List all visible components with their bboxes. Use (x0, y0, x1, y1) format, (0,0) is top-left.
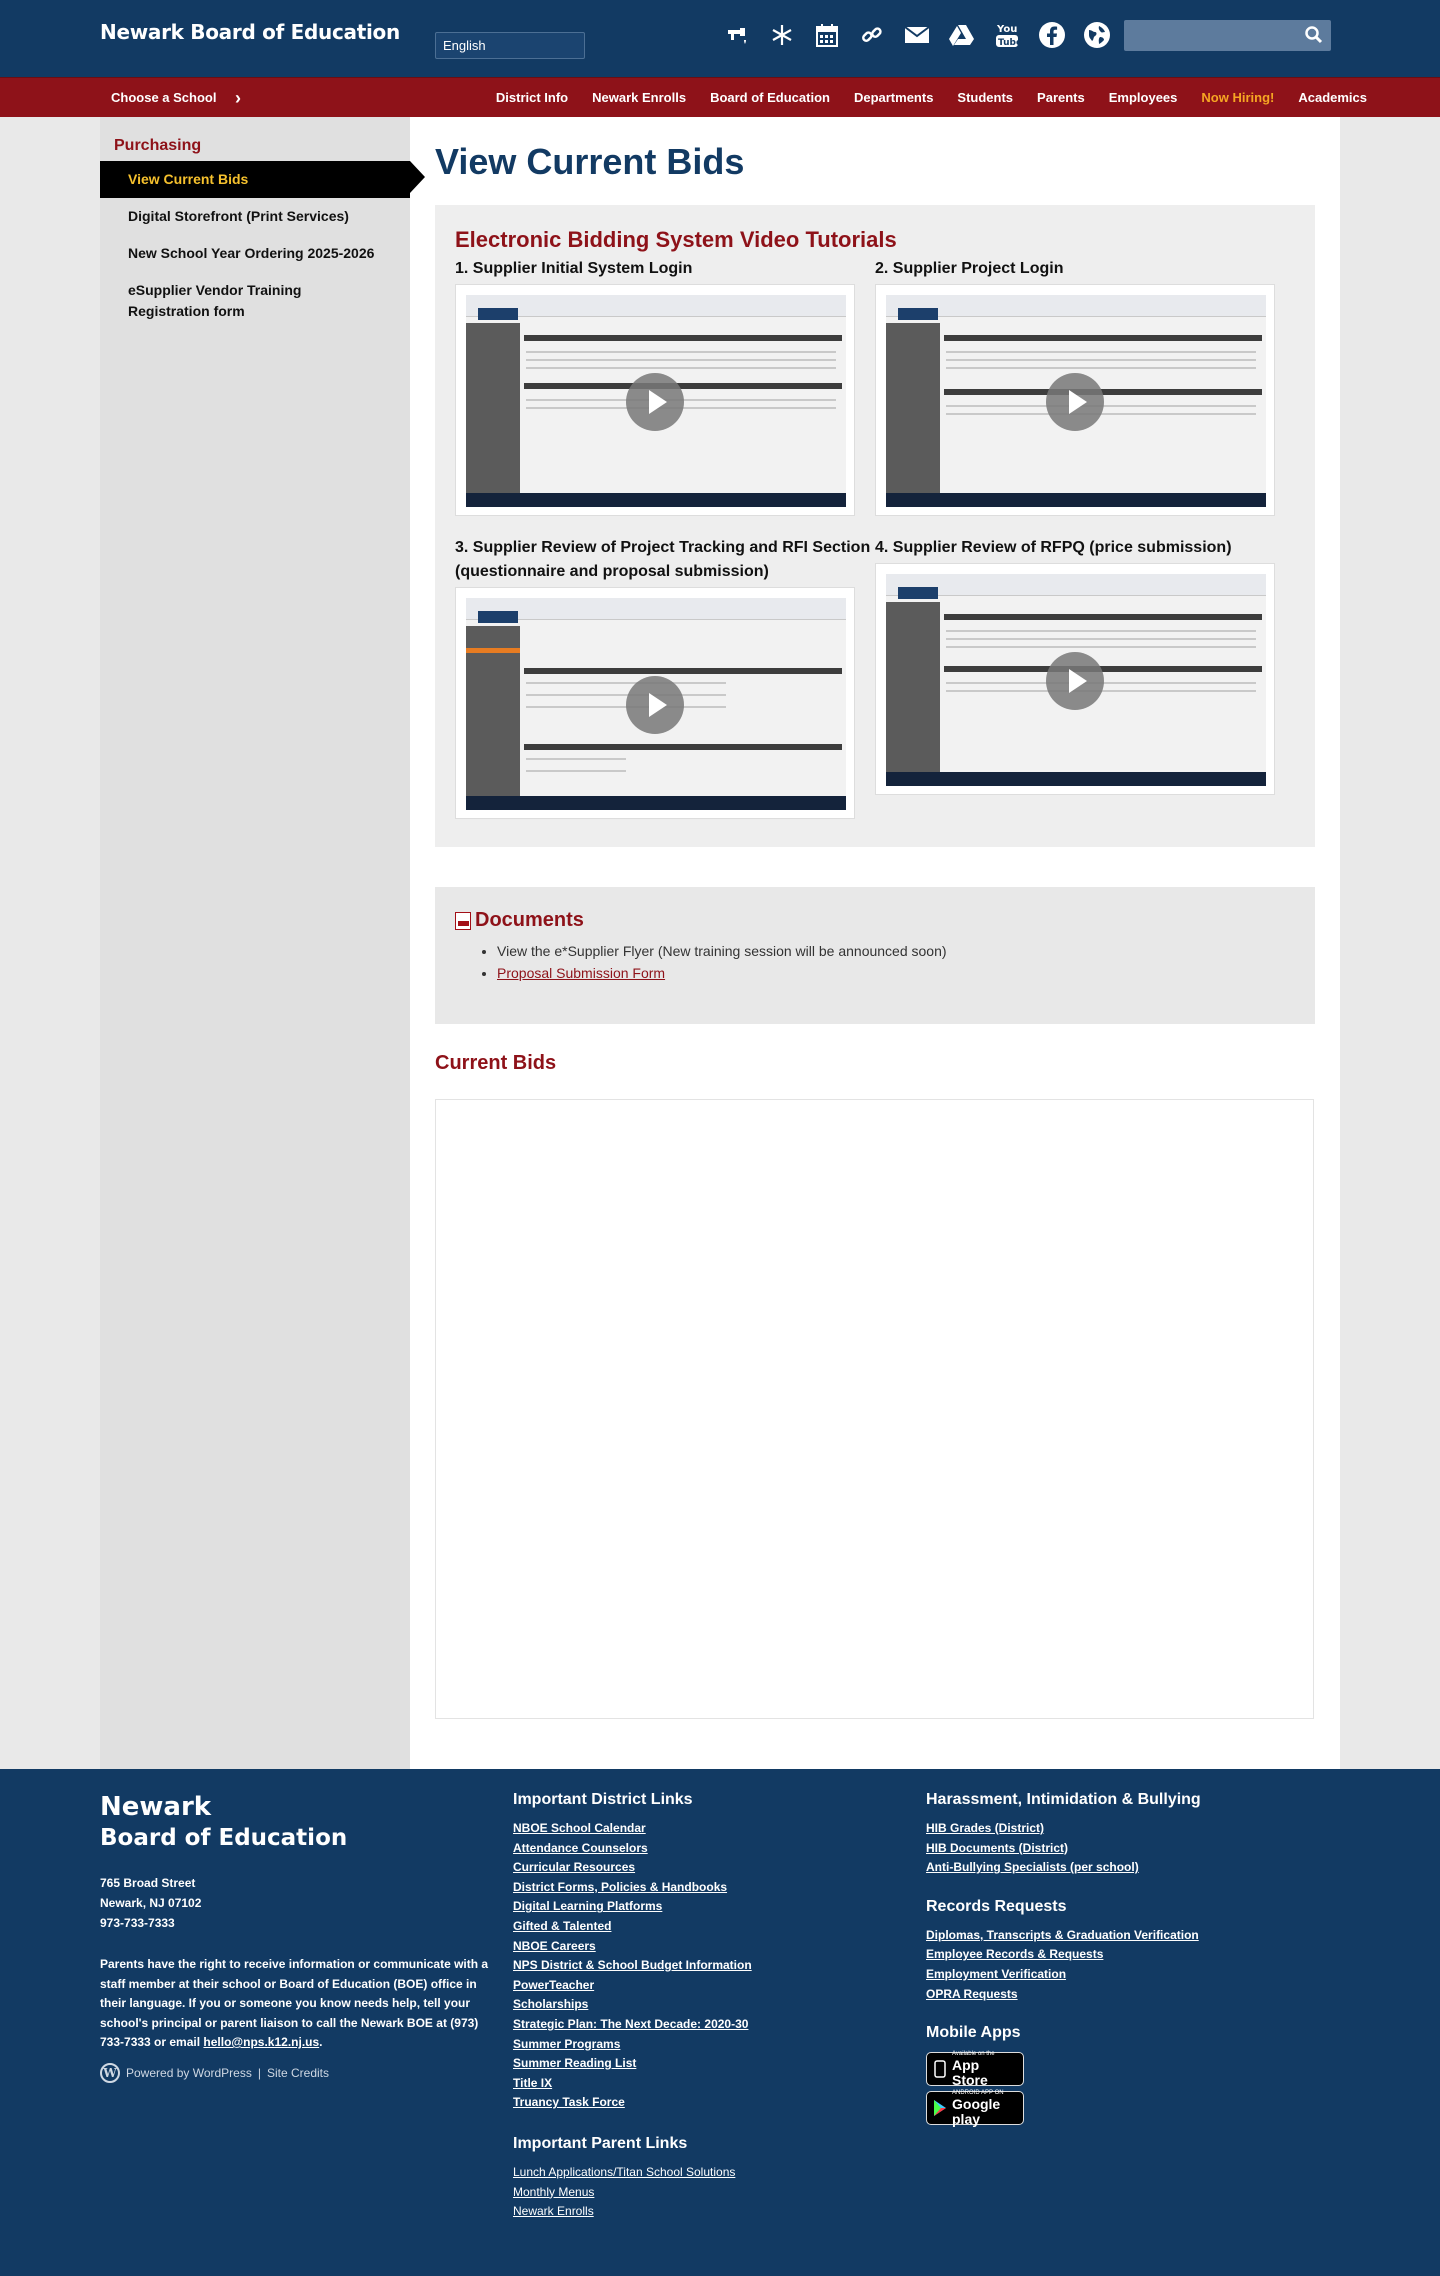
water-fountain-icon[interactable] (722, 18, 752, 52)
parent-links-title: Important Parent Links (513, 2134, 688, 2152)
play-icon[interactable] (626, 676, 684, 734)
hib-title: Harassment, Intimidation & Bullying (926, 1791, 1201, 1808)
video-grid (455, 257, 1295, 819)
footer-other-links (926, 1791, 1326, 2130)
video-item (875, 536, 1295, 819)
video-title: 2. Supplier Project Login (875, 260, 1064, 277)
apple-icon (933, 2060, 947, 2078)
nav-parents[interactable]: Parents (1037, 90, 1085, 105)
sidebar-title[interactable]: Purchasing (114, 137, 202, 154)
district-links-list (513, 1819, 893, 2113)
video-title: 3. Supplier Review of Project Tracking and RFI Section (questionnaire and proposal submission) (455, 539, 871, 580)
footer-link[interactable]: Newark Enrolls (513, 2204, 594, 2219)
video-item (875, 257, 1295, 516)
footer-link[interactable]: NBOE Careers (513, 1938, 596, 1953)
footer-link[interactable]: Title IX (513, 2075, 553, 2090)
mobile-apps-title: Mobile Apps (926, 2024, 1021, 2042)
nav-newark-enrolls[interactable]: Newark Enrolls (592, 90, 687, 105)
footer-link[interactable]: Attendance Counselors (513, 1840, 648, 1855)
hib-links-list (926, 1819, 1326, 1878)
app-store-badge[interactable] (926, 2052, 1024, 2086)
app-store-large: App Store (952, 2056, 988, 2088)
footer-link[interactable]: District Forms, Policies & Handbooks (513, 1879, 728, 1894)
wordpress-icon: W (100, 2063, 120, 2083)
nav-now-hiring[interactable]: Now Hiring! (1201, 90, 1275, 105)
footer-address1: 765 Broad Street (100, 1876, 196, 1890)
video-player[interactable] (455, 284, 855, 516)
current-bids-title: Current Bids (435, 1052, 557, 1074)
top-header (0, 0, 1440, 77)
page-body (100, 117, 1340, 1769)
svg-text:Tube: Tube (998, 38, 1023, 48)
video-item (455, 257, 875, 516)
nav-students[interactable]: Students (957, 90, 1014, 105)
video-thumbnail (466, 598, 846, 810)
sidebar-item-digital-storefront[interactable]: Digital Storefront (Print Services) (128, 208, 349, 224)
link-icon[interactable] (857, 18, 887, 52)
footer-link[interactable]: Gifted & Talented (513, 1918, 612, 1933)
footer-language-note: Parents have the right to receive information or communicate with a staff member at their school or Board of Education (BOE) office in their language. If you or someone you know needs help, tell your school's principal or parent liaison to call the Newark BOE at (973) 733-7333 or email hello@nps.k12.nj.us. (100, 1957, 489, 2049)
footer-link[interactable]: NBOE School Calendar (513, 1821, 646, 1835)
video-thumbnail (886, 574, 1266, 786)
footer-link[interactable]: Employee Records & Requests (926, 1947, 1104, 1962)
records-links-list (926, 1926, 1326, 2004)
nav-district-info[interactable]: District Info (495, 90, 569, 105)
header-icon-bar (722, 18, 1112, 52)
main-nav (0, 77, 1440, 117)
footer-link[interactable]: Monthly Menus (513, 2184, 595, 2199)
documents-panel (435, 887, 1315, 1024)
calendar-icon[interactable] (812, 18, 842, 52)
video-thumbnail (466, 295, 846, 507)
nav-employees[interactable]: Employees (1108, 90, 1178, 105)
google-play-badge[interactable] (926, 2091, 1024, 2125)
footer-link[interactable]: Scholarships (513, 1997, 589, 2012)
footer-link[interactable]: NPS District & School Budget Information (513, 1958, 752, 1973)
footer-email-link[interactable]: hello@nps.k12.nj.us (203, 2035, 320, 2049)
video-player[interactable] (875, 563, 1275, 795)
list-item (497, 962, 1295, 984)
footer-phone: 973-733-7333 (100, 1916, 175, 1930)
google-play-icon (933, 2099, 947, 2117)
footer-link[interactable]: OPRA Requests (926, 1986, 1018, 2001)
footer (0, 1769, 1440, 2276)
footer-link[interactable]: Anti-Bullying Specialists (per school) (926, 1860, 1139, 1875)
footer-link[interactable]: Summer Reading List (513, 2056, 637, 2071)
video-thumbnail (886, 295, 1266, 507)
current-bids-embed[interactable] (435, 1099, 1314, 1719)
google-drive-icon[interactable] (947, 18, 977, 52)
play-icon[interactable] (626, 373, 684, 431)
footer-brand-line1: Newark (100, 1792, 212, 1822)
app-store-small: Available on the (952, 2050, 995, 2057)
page-title: View Current Bids (435, 141, 745, 182)
footer-link[interactable]: Summer Programs (513, 2036, 621, 2051)
nav-board-of-education[interactable]: Board of Education (710, 90, 830, 105)
footer-link[interactable]: HIB Grades (District) (926, 1821, 1045, 1835)
site-brand[interactable]: Newark Board of Education (100, 20, 400, 44)
sidebar-item-esupplier-training[interactable]: eSupplier Vendor Training Registration form (128, 282, 302, 319)
site-credits-link[interactable]: Site Credits (266, 2065, 329, 2080)
nav-academics[interactable]: Academics (1298, 90, 1367, 105)
language-select[interactable]: English (435, 32, 585, 59)
footer-link[interactable]: Diplomas, Transcripts & Graduation Verification (926, 1927, 1199, 1942)
sidebar-item-new-school-year-ordering[interactable]: New School Year Ordering 2025-2026 (128, 245, 375, 261)
footer-link[interactable]: Curricular Resources (513, 1860, 636, 1875)
proposal-submission-link[interactable]: Proposal Submission Form (497, 965, 666, 981)
video-player[interactable] (875, 284, 1275, 516)
district-links-title: Important District Links (513, 1791, 693, 1808)
search-icon[interactable] (1304, 25, 1324, 45)
footer-link[interactable]: HIB Documents (District) (926, 1840, 1069, 1855)
footer-link[interactable]: Digital Learning Platforms (513, 1899, 663, 1914)
globe-icon[interactable] (1082, 18, 1112, 52)
play-icon[interactable] (1046, 652, 1104, 710)
video-title: 4. Supplier Review of RFPQ (price submission) (875, 539, 1232, 556)
pdf-icon (455, 912, 471, 930)
footer-district-links (513, 1791, 893, 2222)
documents-title (455, 909, 1295, 932)
youtube-icon[interactable] (992, 18, 1022, 52)
video-item (455, 536, 875, 819)
list-item: • View the e*Supplier Flyer (New training session will be announced soon) (497, 940, 1295, 962)
chevron-right-icon[interactable]: › (235, 88, 241, 108)
video-tutorials-panel (435, 205, 1315, 847)
facebook-icon[interactable] (1037, 18, 1067, 52)
documents-list (497, 940, 1295, 984)
mail-icon[interactable] (902, 18, 932, 52)
video-tutorials-title: Electronic Bidding System Video Tutorials (455, 227, 897, 252)
footer-note-text: Parents have the right to receive information or communicate with a staff member at their school or Board of Education (BOE) office in their language. If you or someone you know needs help, tell your school's principal or parent liaison to call the Newark BOE at (973) 733-7333 or email (100, 1957, 489, 2049)
sidebar (100, 117, 410, 1769)
sidebar-item-view-current-bids[interactable]: View Current Bids (100, 161, 410, 198)
records-title: Records Requests (926, 1897, 1067, 1915)
search-input[interactable] (1124, 20, 1331, 51)
main-content (410, 117, 1341, 1769)
nav-links (472, 90, 1367, 105)
footer-link[interactable]: Lunch Applications/Titan School Solutions (513, 2164, 736, 2179)
footer-address2: Newark, NJ 07102 (100, 1896, 202, 1910)
nav-departments[interactable]: Departments (853, 90, 934, 105)
footer-link[interactable]: Truancy Task Force (513, 2095, 625, 2110)
documents-heading: Documents (475, 909, 584, 931)
footer-powered (100, 2063, 490, 2083)
footer-contact (100, 1791, 490, 2083)
powered-by-link[interactable]: Powered by WordPress (126, 2065, 252, 2080)
google-play-small: ANDROID APP ON (952, 2089, 1004, 2096)
parent-links-list (513, 2163, 893, 2222)
video-player[interactable] (455, 587, 855, 819)
footer-link[interactable]: Strategic Plan: The Next Decade: 2020-30 (513, 2016, 749, 2031)
google-play-large: Google play (952, 2095, 1001, 2127)
footer-link[interactable]: Employment Verification (926, 1966, 1067, 1981)
footer-brand-line2: Board of Education (100, 1825, 348, 1851)
footer-link[interactable]: PowerTeacher (513, 1977, 595, 1992)
separator: | (257, 2065, 261, 2080)
video-title: 1. Supplier Initial System Login (455, 260, 693, 277)
play-icon[interactable] (1046, 373, 1104, 431)
snowflake-icon[interactable] (767, 18, 797, 52)
svg-text:You: You (997, 24, 1018, 35)
choose-school-button[interactable]: Choose a School (111, 90, 217, 105)
